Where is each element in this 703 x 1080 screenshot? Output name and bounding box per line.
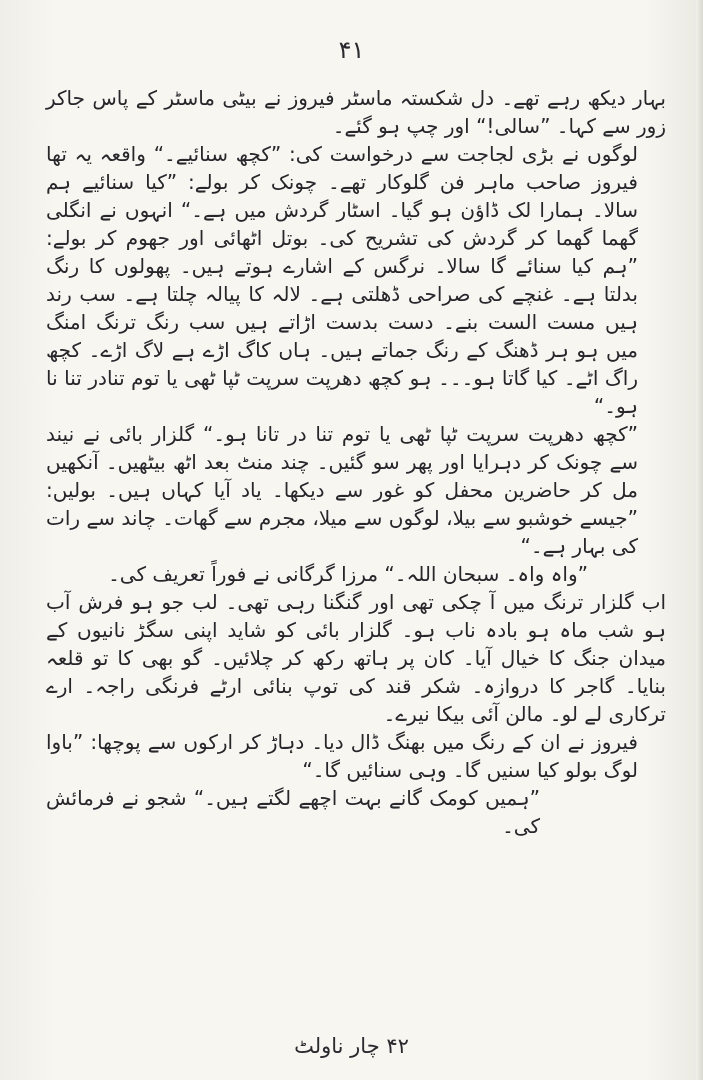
paragraph: ”ہمیں کومک گانے بہت اچھے لگتے ہیں۔“ شجو نے فرمائش کی۔ bbox=[46, 786, 540, 838]
page-edge-shadow bbox=[696, 0, 703, 1080]
page-footer: ۴۲ چار ناولٹ bbox=[294, 1034, 409, 1058]
paragraph: ”کچھ دھرپت سرپت ٹپا ٹھی یا توم تنا در تانا ہو۔“ گلزار بائی نے نیند سے چونک کر دہرایا اور پھر سو گئیں۔ چند منٹ بعد اٹھ بیٹھیں۔ آنکھیں مل کر حاضرین محفل کو غور سے دیکھا۔ یاد آیا کہاں ہیں۔ بولیں: ”جیسے خوشبو سے بیلا، لوگوں سے میلا، مجرم سے گھات۔ چاند سے رات کی بہار ہے۔“ bbox=[46, 422, 638, 558]
page-number: ۴۱ bbox=[338, 36, 365, 64]
paragraph: فیروز نے ان کے رنگ میں بھنگ ڈال دیا۔ دہاڑ کر ارکوں سے پوچھا: ”باوا لوگ بولو کیا سنیں گا۔ وہی سنائیں گا۔“ bbox=[46, 730, 638, 782]
paragraph: بہار دیکھ رہے تھے۔ دل شکستہ ماسٹر فیروز نے بیٹی ماسٹر کے پاس جاکر زور سے کہا۔ ”سالی!“ اور چپ ہو گئے۔ bbox=[46, 86, 666, 138]
paragraph: لوگوں نے بڑی لجاجت سے درخواست کی: ”کچھ سنائیے۔“ واقعہ یہ تھا فیروز صاحب ماہر فن گلوکار تھے۔ چونک کر بولے: ”کیا سنائیے ہم سالا۔ ہمارا لک ڈاؤن ہو گیا۔ اسٹار گردش میں ہے۔“ انہوں نے انگلی گھما گھما کر گردش کی تشریح کی۔ بوتل اٹھائی اور جھوم کر بولے: ”ہم کیا سنائے گا سالا۔ نرگس کے اشارے ہوتے ہیں۔ پھولوں کا رنگ بدلتا ہے۔ غنچے کی صراحی ڈھلتی ہے۔ لالہ کا پیالہ چلتا ہے۔ سب رند ہیں مست الست بنے۔ دست بدست اڑاتے ہیں سب رنگ ترنگ امنگ میں ہو ہر ڈھنگ کے رنگ جماتے ہیں۔ ہاں کاگ اڑے ہے لاگ اڑے۔ کچھ راگ اٹے۔ کیا گاتا ہو۔۔۔ ہو کچھ دھرپت سرپت ٹپا ٹھی یا توم تنادر تنا نا ہو۔“ bbox=[46, 142, 638, 418]
paragraph: اب گلزار ترنگ میں آ چکی تھی اور گنگنا رہی تھی۔ لب جو ہو فرش آب ہو شب ماہ ہو بادہ ناب ہو۔ گلزار بائی کو شاید اپنی سگڑ نانیوں کے میدان جنگ کا خیال آیا۔ کان پر ہاتھ رکھ کر چلائیں۔ گو بھی کا تو قلعہ بنایا۔ گاجر کا دروازہ۔ شکر قند کی توپ بنائی ارٹے فرنگی راجہ۔ ارے ترکاری لے لو۔ مالن آئی بیکا نیرے۔ bbox=[46, 590, 666, 726]
page-body-text bbox=[46, 84, 666, 840]
paragraph: ”واہ واہ۔ سبحان اللہ۔“ مرزا گرگانی نے فوراً تعریف کی۔ bbox=[108, 562, 588, 586]
